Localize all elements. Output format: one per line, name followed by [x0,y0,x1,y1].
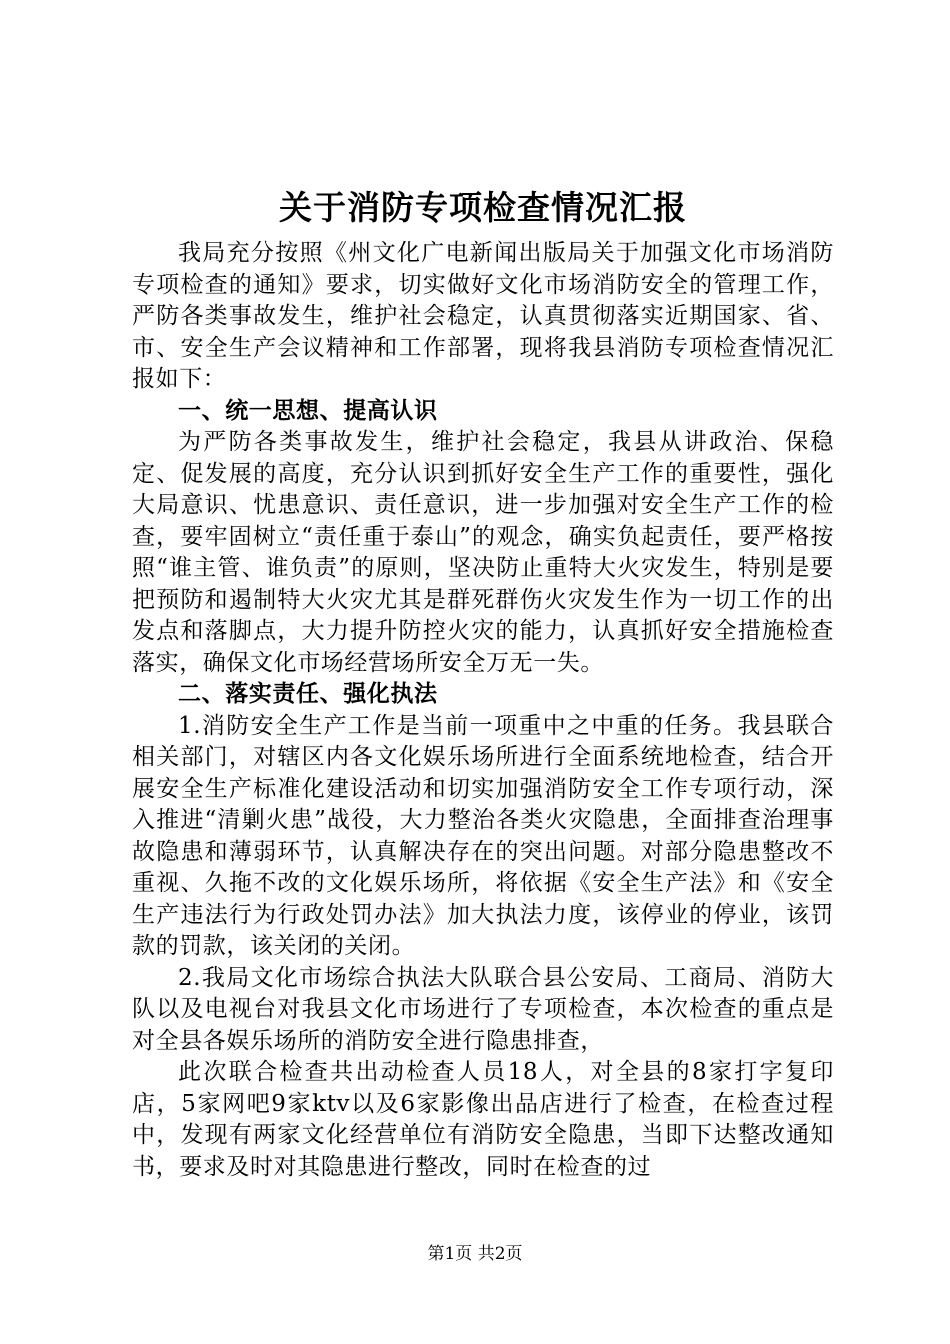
section-1-paragraph: 为严防各类事故发生，维护社会稳定，我县从讲政治、保稳定、促发展的高度，充分认识到抓好安全生产工作的重要性，强化大局意识、忧患意识、责任意识，进一步加强对安全生产工作的检查，要牢固树立“责任重于泰山”的观念，确实负起责任，要严格按照“谁主管、谁负责”的原则，坚决防止重特大火灾发生，特别是要把预防和遏制特大火灾尤其是群死群伤火灾发生作为一切工作的出发点和落脚点，大力提升防控火灾的能力，认真抓好安全措施检查落实，确保文化市场经营场所安全万无一失。 [132,429,834,676]
section-2-item-2: 2.我局文化市场综合执法大队联合县公安局、工商局、消防大队以及电视台对我县文化市场进行了专项检查，本次检查的重点是对全县各娱乐场所的消防安全进行隐患排查， [132,964,834,1054]
section-1-heading: 一、统一思想、提高认识 [178,397,438,424]
page-footer: 第1页 共2页 [427,1244,523,1264]
section-2-heading: 二、落实责任、强化执法 [178,681,438,707]
intro-paragraph: 我局充分按照《州文化广电新闻出版局关于加强文化市场消防专项检查的通知》要求，切实做好文化市场消防安全的管理工作，严防各类事故发生，维护社会稳定，认真贯彻落实近期国家、省、市、安全生产会议精神和工作部署，现将我县消防专项检查情况汇报如下： [132,240,834,392]
document-title: 关于消防专项检查情况汇报 [279,188,687,227]
section-2-item-3: 此次联合检查共出动检查人员18人，对全县的8家打字复印店，5家网吧9家ktv以及6家影像出品店进行了检查，在检查过程中，发现有两家文化经营单位有消防安全隐患，当即下达整改通知书，要求及时对其隐患进行整改，同时在检查的过 [132,1059,834,1180]
document-page [132,186,834,1183]
section-2-item-1: 1.消防安全生产工作是当前一项重中之中重的任务。我县联合相关部门，对辖区内各文化娱乐场所进行全面系统地检查，结合开展安全生产标准化建设活动和切实加强消防安全工作专项行动，深入推进“清剿火患”战役，大力整治各类火灾隐患，全面排查治理事故隐患和薄弱环节，认真解决存在的突出问题。对部分隐患整改不重视、久拖不改的文化娱乐场所，将依据《安全生产法》和《安全生产违法行为行政处罚办法》加大执法力度，该停业的停业，该罚款的罚款，该关闭的关闭。 [132,712,834,959]
